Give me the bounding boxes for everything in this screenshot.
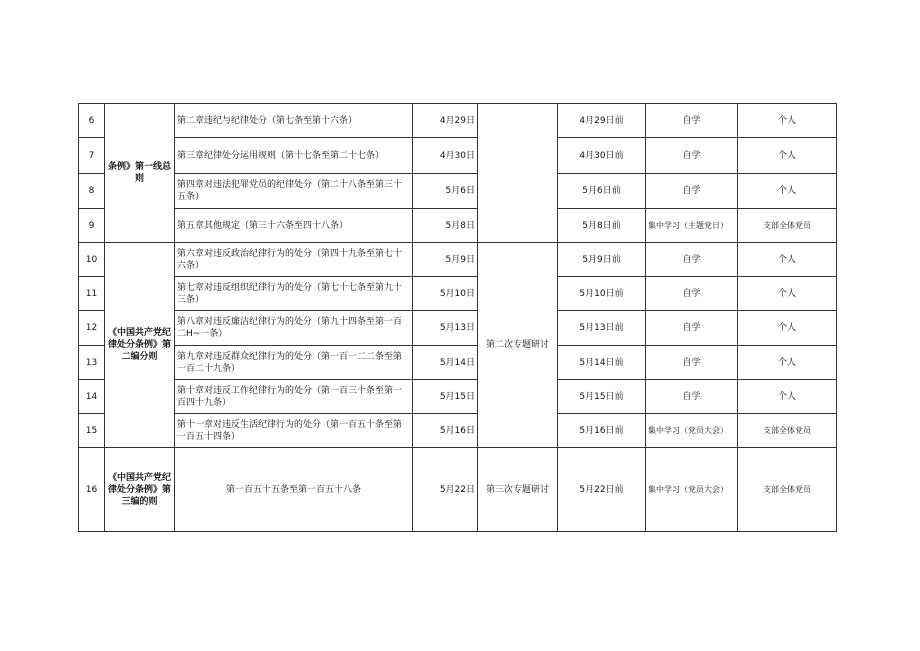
section-part3: 《中国共产党纪律处分条例》第三编的则 <box>105 448 175 532</box>
form-cell: 自学 <box>646 380 738 414</box>
form-cell: 自学 <box>646 277 738 311</box>
participants-cell: 支部全体党员 <box>738 448 837 532</box>
date-cell: 4月29日 <box>413 104 478 138</box>
date-cell: 5月6日 <box>413 174 478 209</box>
date-cell: 5月16日 <box>413 414 478 448</box>
participants-cell: 支部全体党员 <box>738 414 837 448</box>
date-cell: 5月10日 <box>413 277 478 311</box>
chapter-cell: 第六章对违反政治纪律行为的处分（第四十九条至第七十六条） <box>175 243 413 277</box>
chapter-cell: 第八章对违反廉洁纪律行为的处分（第九十四条至第一百二H~一条） <box>175 311 413 346</box>
deadline-cell: 5月15日前 <box>558 380 646 414</box>
table-row <box>79 277 837 311</box>
chapter-cell: 第三章纪律处分运用规则（第十七条至第二十七条） <box>175 138 413 174</box>
participants-cell: 个人 <box>738 346 837 380</box>
row-number: 10 <box>79 243 105 277</box>
section-part2: 《中国共产党纪律处分条例》第二编分则 <box>105 243 175 448</box>
date-cell: 4月30日 <box>413 138 478 174</box>
deadline-cell: 4月30日前 <box>558 138 646 174</box>
date-cell: 5月13日 <box>413 311 478 346</box>
table-row <box>79 138 837 174</box>
deadline-cell: 5月13日前 <box>558 311 646 346</box>
form-cell: 自学 <box>646 311 738 346</box>
deadline-cell: 5月6日前 <box>558 174 646 209</box>
table-row <box>79 380 837 414</box>
deadline-cell: 5月10日前 <box>558 277 646 311</box>
date-cell: 5月15日 <box>413 380 478 414</box>
row-number: 14 <box>79 380 105 414</box>
row-number: 13 <box>79 346 105 380</box>
table-row <box>79 209 837 243</box>
form-cell: 自学 <box>646 243 738 277</box>
row-number: 11 <box>79 277 105 311</box>
date-cell: 5月14日 <box>413 346 478 380</box>
table-row <box>79 346 837 380</box>
chapter-cell: 第二章违纪与纪律处分（第七条至第十六条） <box>175 104 413 138</box>
deadline-cell: 5月22日前 <box>558 448 646 532</box>
participants-cell: 个人 <box>738 174 837 209</box>
table-row <box>79 448 837 532</box>
deadline-cell: 5月14日前 <box>558 346 646 380</box>
chapter-cell: 第十章对违反工作纪律行为的处分（第一百三十条至第一百四十九条） <box>175 380 413 414</box>
table-row <box>79 174 837 209</box>
deadline-cell: 4月29日前 <box>558 104 646 138</box>
topic-cell-blank <box>478 104 558 243</box>
study-schedule-table <box>78 103 837 532</box>
row-number: 7 <box>79 138 105 174</box>
form-cell: 自学 <box>646 346 738 380</box>
row-number: 12 <box>79 311 105 346</box>
row-number: 16 <box>79 448 105 532</box>
form-cell: 自学 <box>646 104 738 138</box>
section-general: 条例》第一线总则 <box>105 104 175 243</box>
date-cell: 5月9日 <box>413 243 478 277</box>
row-number: 9 <box>79 209 105 243</box>
participants-cell: 个人 <box>738 104 837 138</box>
row-number: 6 <box>79 104 105 138</box>
form-cell: 集中学习（主题党日） <box>646 209 738 243</box>
chapter-cell: 第五章其他规定（第三十六条至四十八条） <box>175 209 413 243</box>
deadline-cell: 5月9日前 <box>558 243 646 277</box>
chapter-cell: 第四章对违法犯罪党员的纪律处分（第二十八条至第三十五条） <box>175 174 413 209</box>
participants-cell: 个人 <box>738 380 837 414</box>
participants-cell: 支部全体党员 <box>738 209 837 243</box>
participants-cell: 个人 <box>738 311 837 346</box>
chapter-cell: 第七章对违反组织纪律行为的处分（第七十七条至第九十三条） <box>175 277 413 311</box>
chapter-cell: 第九章对违反群众纪律行为的处分（第一百一二二条至第一百二十九条） <box>175 346 413 380</box>
participants-cell: 个人 <box>738 138 837 174</box>
chapter-cell: 第十一章对违反生活纪律行为的处分（第一百五十条至第一百五十四条） <box>175 414 413 448</box>
row-number: 15 <box>79 414 105 448</box>
row-number: 8 <box>79 174 105 209</box>
table-row <box>79 311 837 346</box>
date-cell: 5月8日 <box>413 209 478 243</box>
topic-cell-second: 第二次专题研讨 <box>478 243 558 448</box>
form-cell: 自学 <box>646 138 738 174</box>
date-cell: 5月22日 <box>413 448 478 532</box>
table-row <box>79 414 837 448</box>
table-row <box>79 243 837 277</box>
chapter-cell: 第一百五十五条至第一百五十八条 <box>175 448 413 532</box>
participants-cell: 个人 <box>738 243 837 277</box>
deadline-cell: 5月16日前 <box>558 414 646 448</box>
participants-cell: 个人 <box>738 277 837 311</box>
form-cell: 集中学习（党员大会） <box>646 448 738 532</box>
form-cell: 集中学习（党员大会） <box>646 414 738 448</box>
deadline-cell: 5月8日前 <box>558 209 646 243</box>
table-row <box>79 104 837 138</box>
topic-cell-third: 第三次专题研讨 <box>478 448 558 532</box>
form-cell: 自学 <box>646 174 738 209</box>
